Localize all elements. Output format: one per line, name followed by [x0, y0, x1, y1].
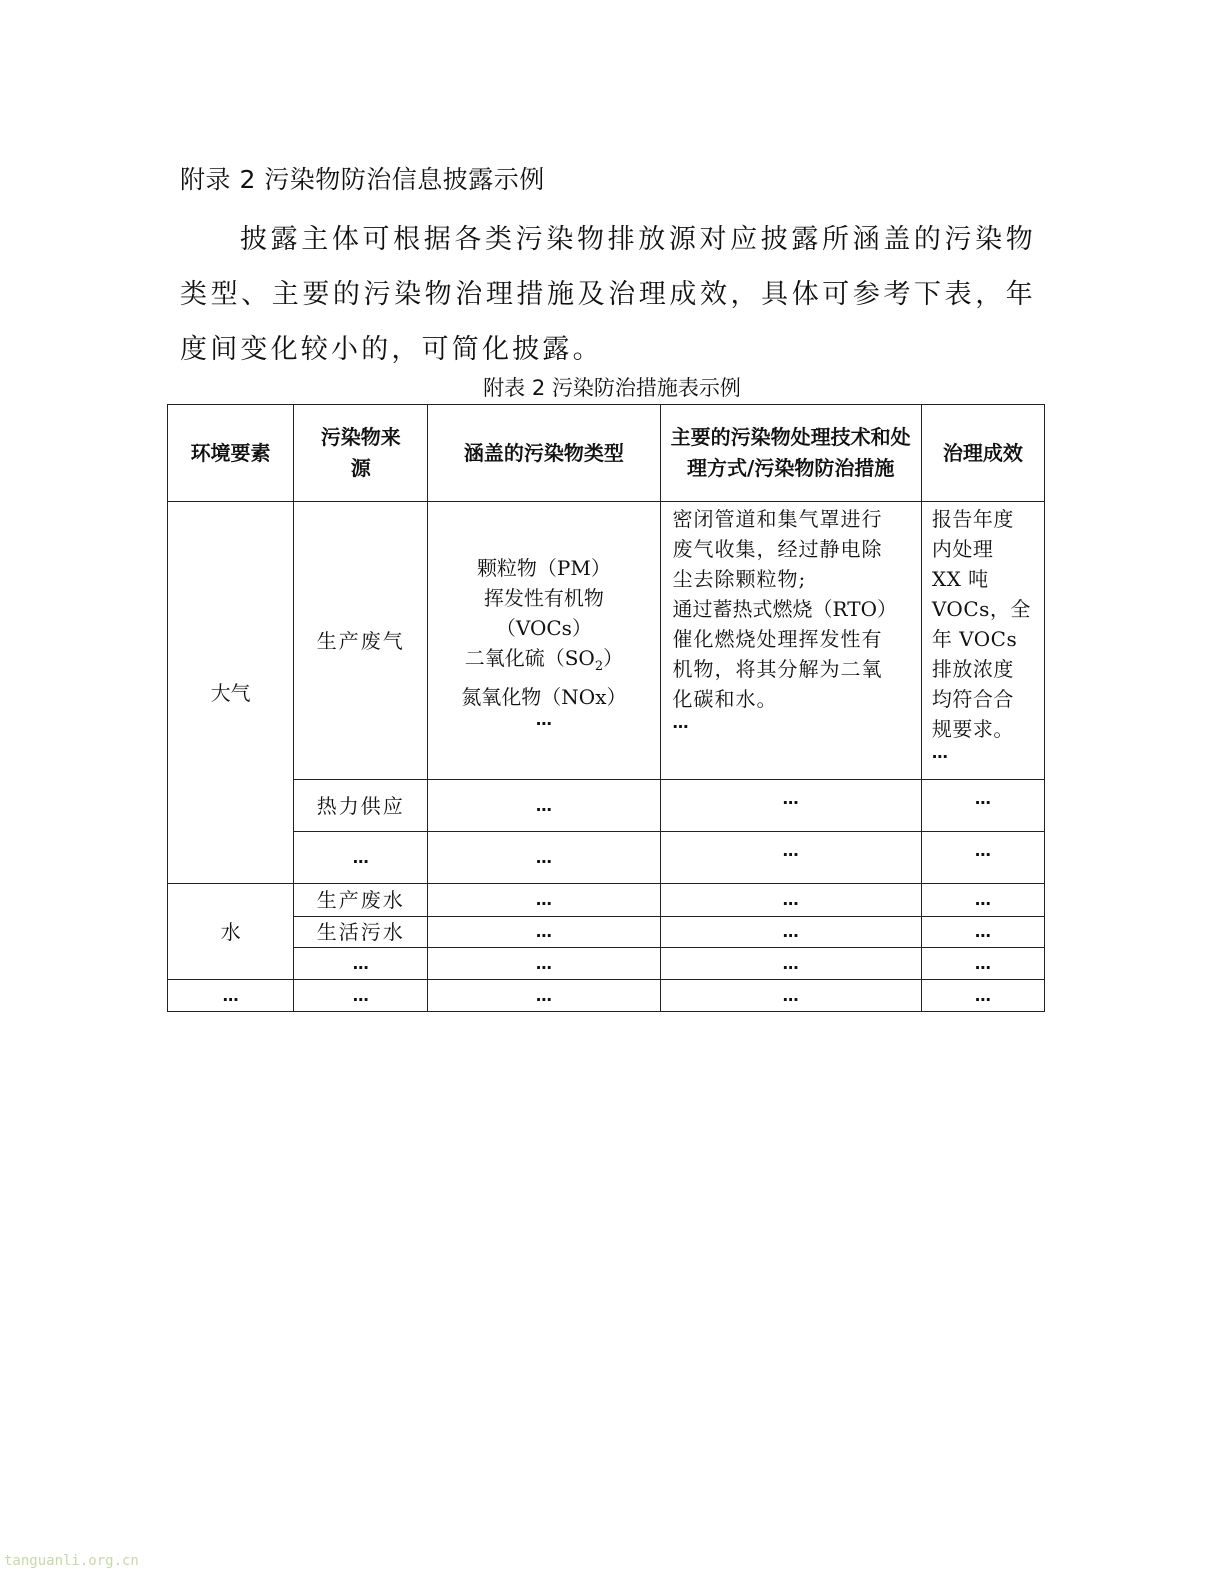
header-measures: 主要的污染物处理技术和处理方式/污染物防治措施 [660, 405, 921, 502]
appendix-heading: 附录 2 污染物防治信息披露示例 [180, 165, 545, 194]
pollutants-cell: … [428, 917, 660, 948]
effects-cell: … [921, 917, 1044, 948]
pollutant-line: 挥发性有机物 [483, 586, 604, 610]
pollutant-so2-prefix: 二氧化硫（SO [464, 646, 595, 670]
pollutant-line: … [535, 710, 552, 729]
measure-line: … [672, 713, 690, 732]
table-row [168, 502, 1045, 780]
header-effects: 治理成效 [921, 405, 1044, 502]
measure-line: 化碳和水。 [672, 687, 778, 711]
measure-line: 催化燃烧处理挥发性有 [672, 627, 883, 651]
pollutants-cell: … [428, 980, 660, 1012]
pollutant-line: 颗粒物（PM） [476, 556, 611, 580]
effects-cell: … [921, 832, 1044, 884]
measures-cell: … [660, 980, 921, 1012]
effects-cell: … [921, 780, 1044, 832]
source-cell: … [294, 948, 428, 980]
effect-line: XX 吨 [931, 567, 989, 591]
measure-line: 通过蓄热式燃烧（RTO） [672, 597, 897, 621]
effects-cell [921, 502, 1044, 780]
effect-line: … [931, 743, 949, 762]
pollutant-so2-suffix: ） [603, 646, 624, 670]
pollutants-cell: … [428, 780, 660, 832]
header-source: 污染物来源 [294, 405, 428, 502]
effects-cell: … [921, 884, 1044, 917]
pollutants-cell: … [428, 832, 660, 884]
pollutants-cell [428, 502, 660, 780]
pollutant-line: （VOCs） [495, 616, 592, 640]
measures-cell: … [660, 832, 921, 884]
element-water: 水 [168, 884, 294, 980]
table-row [168, 884, 1045, 917]
effect-line: 均符合合 [931, 687, 1014, 711]
measures-cell: … [660, 884, 921, 917]
measure-line: 密闭管道和集气罩进行 [672, 507, 883, 531]
watermark: tanguanli.org.cn [4, 1553, 139, 1569]
source-cell: … [294, 980, 428, 1012]
measures-cell [660, 502, 921, 780]
pollutants-cell: … [428, 884, 660, 917]
element-air: 大气 [168, 502, 294, 884]
effect-line: 规要求。 [931, 717, 1014, 741]
measure-line: 机物，将其分解为二氧 [672, 657, 883, 681]
source-cell: 生产废气 [294, 502, 428, 780]
table-row [168, 832, 1045, 884]
source-cell: 生活污水 [294, 917, 428, 948]
measures-cell: … [660, 780, 921, 832]
header-element: 环境要素 [168, 405, 294, 502]
effect-line: 报告年度 [931, 507, 1014, 531]
effect-line: 内处理 [931, 537, 994, 561]
source-cell: 生产废水 [294, 884, 428, 917]
measure-line: 废气收集，经过静电除 [672, 537, 883, 561]
effect-line: 排放浓度 [931, 657, 1014, 681]
effect-line: VOCs，全 [931, 597, 1031, 621]
measures-cell: … [660, 917, 921, 948]
element-other: … [168, 980, 294, 1012]
header-pollutant-type: 涵盖的污染物类型 [428, 405, 660, 502]
pollutant-line [428, 643, 659, 682]
intro-paragraph: 披露主体可根据各类污染物排放源对应披露所涵盖的污染物类型、主要的污染物治理措施及治理成效，具体可参考下表，年度间变化较小的，可简化披露。 [180, 224, 1036, 365]
pollutant-so2-subscript: 2 [594, 659, 604, 674]
source-cell: … [294, 832, 428, 884]
pollutant-line: 氮氧化物（NOx） [461, 685, 627, 709]
pollution-measures-table [167, 404, 1045, 1012]
effects-cell: … [921, 980, 1044, 1012]
measure-line: 尘去除颗粒物; [672, 567, 807, 591]
table-row [168, 980, 1045, 1012]
effects-cell: … [921, 948, 1044, 980]
table-caption: 附表 2 污染防治措施表示例 [483, 376, 741, 400]
table-row [168, 917, 1045, 948]
pollutants-cell: … [428, 948, 660, 980]
effect-line: 年 VOCs [931, 627, 1018, 651]
source-cell: 热力供应 [294, 780, 428, 832]
table-row [168, 948, 1045, 980]
table-row [168, 780, 1045, 832]
table-header-row [168, 405, 1045, 502]
measures-cell: … [660, 948, 921, 980]
